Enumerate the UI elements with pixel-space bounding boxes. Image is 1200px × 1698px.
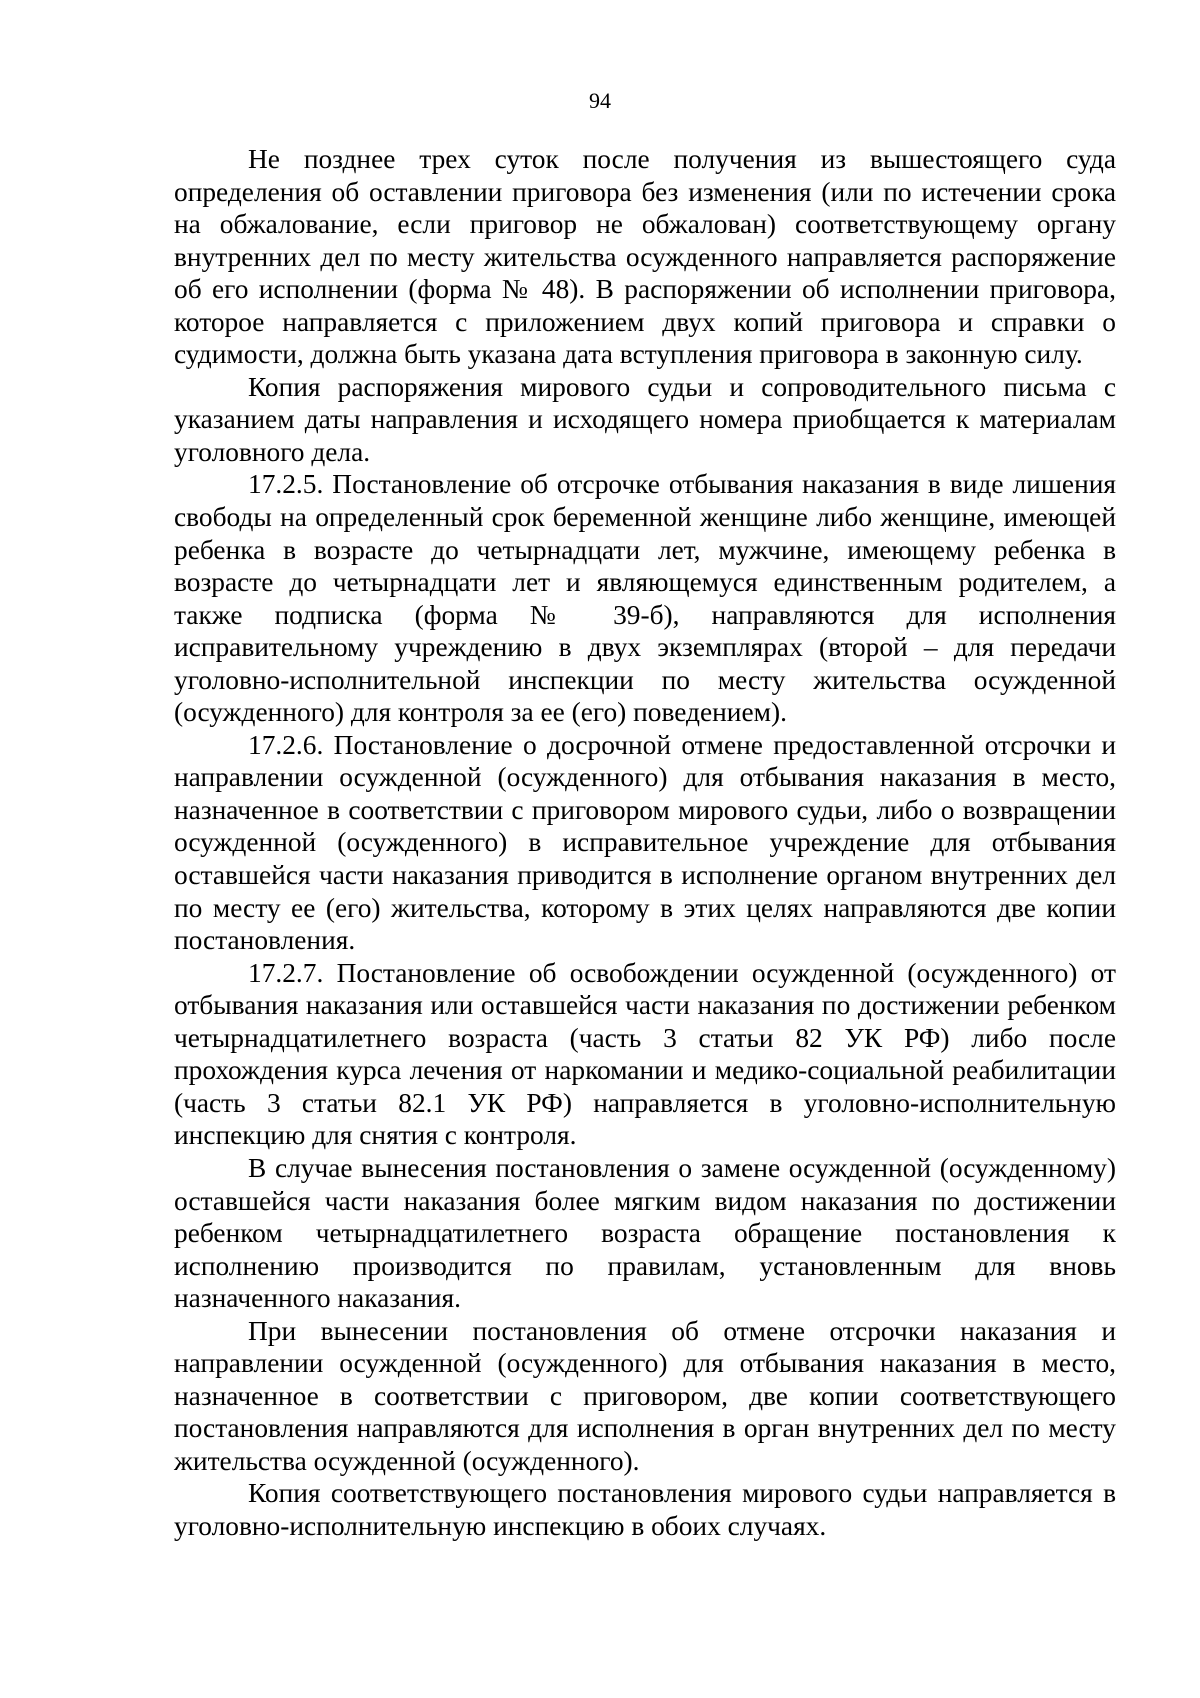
paragraph-sentence-execution-order: Не позднее трех суток после получения из вышестоящего суда определения об оставлении приговора без изменения (или по истечении срока на обжалование, если приговор не обжалован) соответствующему органу внутренних дел по месту жительства осужденного направляется распоряжение об его исполнении (форма № 48). В распоряжении об исполнении приговора, которое направляется с приложением двух копий приговора и справки о судимости, должна быть указана дата вступления приговора в законную силу. (174, 144, 1116, 370)
paragraph-17-2-5: 17.2.5. Постановление об отсрочке отбывания наказания в виде лишения свободы на определенный срок беременной женщине либо женщине, имеющей ребенка в возрасте до четырнадцати лет, мужчине, имеющему ребенка в возрасте до четырнадцати лет и являющемуся единственным родителем, а также подписка (форма № 39-б), направляются для исполнения исправительному учреждению в двух экземплярах (второй – для передачи уголовно-исполнительной инспекции по месту жительства осужденной (осужденного) для контроля за ее (его) поведением). (174, 469, 1116, 728)
paragraph-decision-copy: Копия соответствующего постановления мирового судьи направляется в уголовно-исполнительную инспекцию в обоих случаях. (174, 1478, 1116, 1541)
paragraph-milder-punishment: В случае вынесения постановления о замене осужденной (осужденному) оставшейся части наказания более мягким видом наказания по достижении ребенком четырнадцатилетнего возраста обращение постановления к исполнению производится по правилам, установленным для вновь назначенного наказания. (174, 1152, 1116, 1314)
paragraph-deferral-cancellation: При вынесении постановления об отмене отсрочки наказания и направлении осужденной (осужденного) для отбывания наказания в место, назначенное в соответствии с приговором, две копии соответствующего постановления направляются для исполнения в орган внутренних дел по месту жительства осужденной (осужденного). (174, 1315, 1116, 1476)
page-number: 94 (589, 88, 611, 113)
paragraph-17-2-7: 17.2.7. Постановление об освобождении осужденной (осужденного) от отбывания наказания или оставшейся части наказания по достижении ребенком четырнадцатилетнего возраста (часть 3 статьи 82 УК РФ) либо после прохождения курса лечения от наркомании и медико-социальной реабилитации (часть 3 статьи 82.1 УК РФ) направляется в уголовно-исполнительную инспекцию для снятия с контроля. (174, 957, 1116, 1151)
document-body (174, 143, 1116, 1543)
paragraph-order-copy: Копия распоряжения мирового судьи и сопроводительного письма с указанием даты направления и исходящего номера приобщается к материалам уголовного дела. (174, 371, 1116, 467)
paragraph-17-2-6: 17.2.6. Постановление о досрочной отмене предоставленной отсрочки и направлении осужденной (осужденного) для отбывания наказания в место, назначенное в соответствии с приговором мирового судьи, либо о возвращении осужденной (осужденного) в исправительное учреждение для отбывания оставшейся части наказания приводится в исполнение органом внутренних дел по месту ее (его) жительства, которому в этих целях направляются две копии постановления. (174, 729, 1116, 956)
